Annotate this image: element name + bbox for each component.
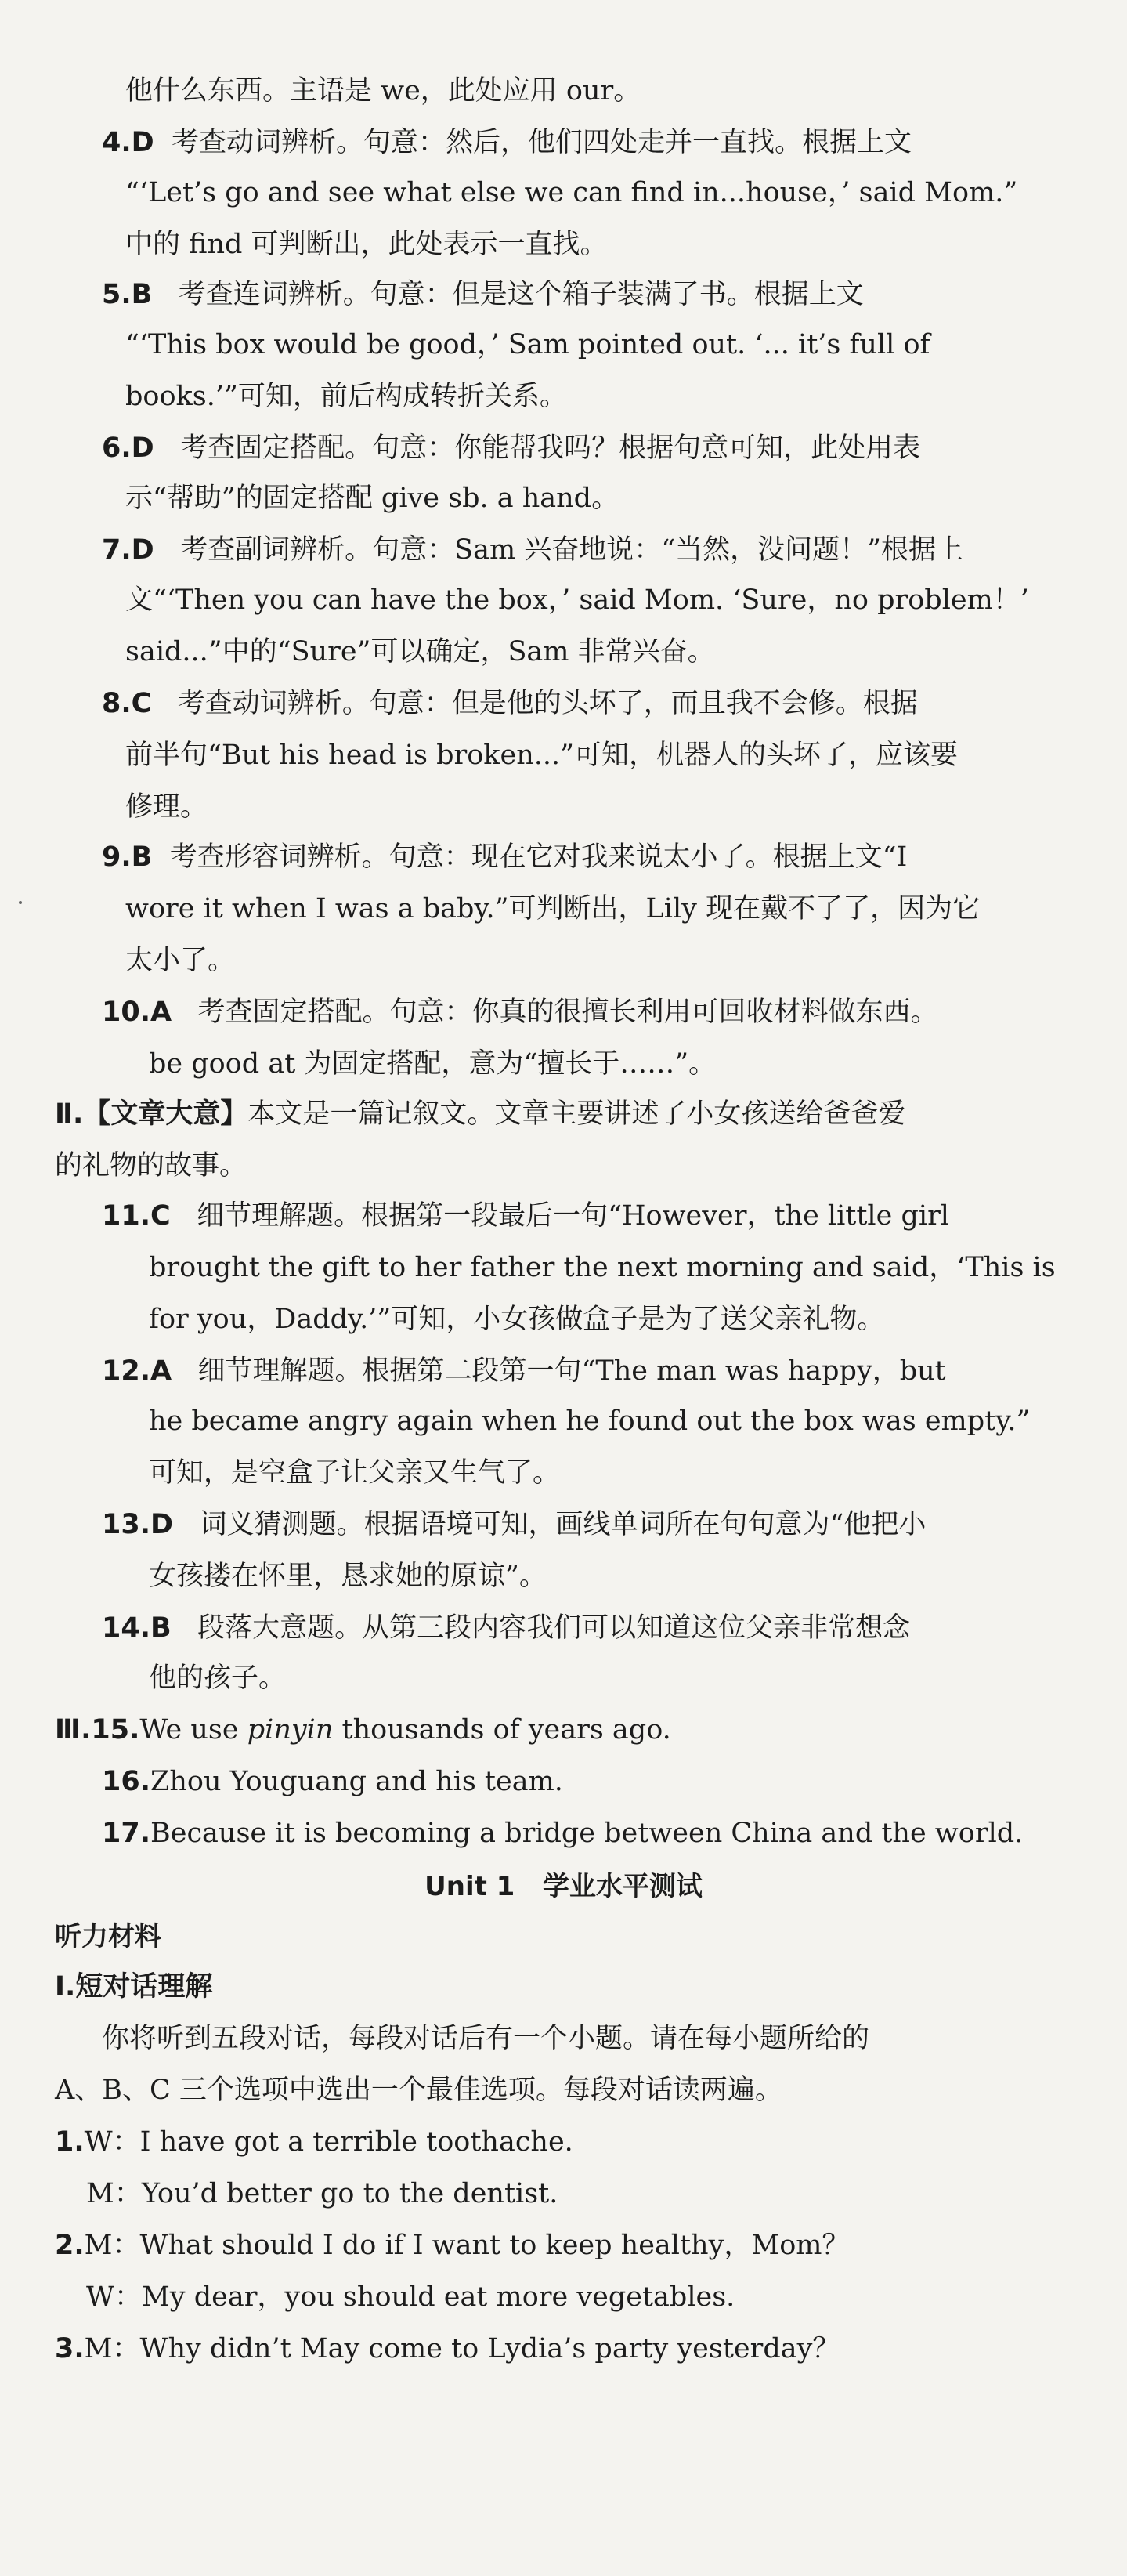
dialogue-line: W：My dear，you should eat more vegetables. [86,2281,735,2313]
answer-number: 12.A [102,1355,172,1387]
answer-item-16 [102,1763,1127,1800]
text-line: 中的 find 可判断出，此处表示一直找。 [125,229,608,260]
answer-number: 16. [102,1766,151,1797]
answer-text-pre: We use [139,1714,247,1746]
stray-dot [19,901,22,904]
answer-text: 考查连词辨析。句意：但是这个箱子装满了书。根据上文 [178,279,864,310]
dialogue-number: 3. [55,2333,85,2364]
text-line: 他什么东西。主语是 we，此处应用 our。 [125,75,641,107]
answer-text: 考查固定搭配。句意：你能帮我吗？根据句意可知，此处用表 [180,432,921,464]
answer-number: 14.B [102,1612,172,1644]
answer-text: 词义猜测题。根据语境可知，画线单词所在句句意为“他把小 [199,1509,927,1540]
answer-number: 4.D [102,127,154,158]
answer-number: 13.D [102,1509,174,1540]
answer-number: 7.D [102,534,154,566]
dialogue-text: M：What should I do if I want to keep healthy，Mom？ [84,2230,850,2261]
text-line: 太小了。 [125,945,236,976]
answer-text: 考查副词辨析。句意：Sam 兴奋地说：“当然，没问题！”根据上 [180,534,964,566]
answer-number: 8.C [102,688,152,719]
text-line: 他的孩子。 [149,1662,287,1694]
answer-number: 9.B [102,841,153,873]
instruction-line: 你将听到五段对话，每段对话后有一个小题。请在每小题所给的 [102,2023,870,2054]
answer-item-11 [102,1197,1127,1235]
text-line: 文“‘Then you can have the box，’ said Mom. ‘Sure，no problem！’ [125,584,1029,616]
answer-item-15 [55,1711,1127,1749]
answer-item-8 [102,685,1127,722]
answer-item-14 [102,1609,1127,1647]
text-line: “‘Let’s go and see what else we can find in...house，’ said Mom.” [125,177,1018,208]
section-number: Ⅱ. [55,1098,84,1130]
dialogue-1 [55,2123,1127,2161]
text-line: brought the gift to her father the next morning and said，‘This is [149,1252,1056,1283]
dialogue-3 [55,2330,1127,2368]
text-line: he became angry again when he found out the box was empty.” [149,1406,1031,1437]
section-i-heading [55,1968,1127,2006]
dialogue-number: 1. [55,2126,85,2158]
answer-text-italic: pinyin [247,1714,334,1746]
text-line: be good at 为固定搭配，意为“擅长于……”。 [149,1048,717,1080]
answer-number: 17. [102,1818,151,1849]
answer-item-17 [102,1814,1127,1852]
unit-title [0,1868,1127,1905]
answer-item-9 [102,838,1127,876]
answer-text: Because it is becoming a bridge between China and the world. [150,1818,1024,1849]
unit-subtitle: 学业水平测试 [542,1871,703,1902]
answer-text: 考查动词辨析。句意：然后，他们四处走并一直找。根据上文 [171,127,912,158]
text-line: 前半句“But his head is broken...”可知，机器人的头坏了，应该要 [125,740,959,771]
answer-number: 6.D [102,432,154,464]
answer-text: thousands of years ago. [341,1714,671,1746]
text-line: said...”中的“Sure”可以确定，Sam 非常兴奋。 [125,636,715,668]
answer-number: 10.A [102,997,172,1028]
answer-item-13 [102,1506,1127,1543]
text-line: 可知，是空盒子让父亲又生气了。 [149,1457,561,1489]
section-number: Ⅲ. [55,1714,92,1746]
dialogue-line: M：You’d better go to the dentist. [86,2178,558,2209]
section-2-heading [55,1095,1127,1133]
answer-item-10 [102,993,1127,1031]
answer-text: 细节理解题。根据第一段最后一句“However，the little girl [197,1200,949,1232]
answer-number: 15. [91,1714,140,1746]
answer-text: Zhou Youguang and his team. [150,1766,563,1797]
text-line: for you，Daddy.’”可知，小女孩做盒子是为了送父亲礼物。 [149,1304,885,1335]
unit-label: Unit 1 [424,1871,515,1902]
dialogue-text: W：I have got a terrible toothache. [84,2126,573,2158]
answer-text: 考查固定搭配。句意：你真的很擅长利用可回收材料做东西。 [197,997,938,1028]
answer-text: 考查动词辨析。句意：但是他的头坏了，而且我不会修。根据 [177,688,918,719]
text-line: 修理。 [125,791,208,823]
dialogue-2 [55,2227,1127,2264]
section-number: Ⅰ. [55,1971,76,2003]
text-line: 女孩搂在怀里，恳求她的原谅”。 [149,1561,547,1592]
answer-item-5 [102,276,1127,313]
answer-item-6 [102,429,1127,467]
answer-item-4 [102,124,1127,161]
section-title: 短对话理解 [75,1971,213,2003]
text-line: books.’”可知，前后构成转折关系。 [125,381,567,412]
answer-item-12 [102,1352,1127,1390]
text-line: “‘This box would be good，’ Sam pointed out. ‘... it’s full of [125,329,930,360]
answer-text: 细节理解题。根据第二段第一句“The man was happy，but [197,1355,946,1387]
answer-number: 5.B [102,279,153,310]
dialogue-number: 2. [55,2230,85,2261]
listening-heading: 听力材料 [55,1921,161,1952]
section-tag: 【文章大意】 [83,1098,248,1130]
text-line: wore it when I was a baby.”可判断出，Lily 现在戴不了了，因为它 [125,893,981,924]
answer-text: 考查形容词辨析。句意：现在它对我来说太小了。根据上文“I [169,841,908,873]
instruction-line: A、B、C 三个选项中选出一个最佳选项。每段对话读两遍。 [55,2075,782,2106]
answer-item-7 [102,531,1127,569]
text-line: 的礼物的故事。 [55,1150,247,1181]
answer-text: 段落大意题。从第三段内容我们可以知道这位父亲非常想念 [197,1612,911,1644]
section-text: 本文是一篇记叙文。文章主要讲述了小女孩送给爸爸爱 [247,1098,906,1130]
text-line: 示“帮助”的固定搭配 give sb. a hand。 [125,483,619,514]
dialogue-text: M：Why didn’t May come to Lydia’s party yesterday？ [84,2333,840,2364]
answer-number: 11.C [102,1200,171,1232]
